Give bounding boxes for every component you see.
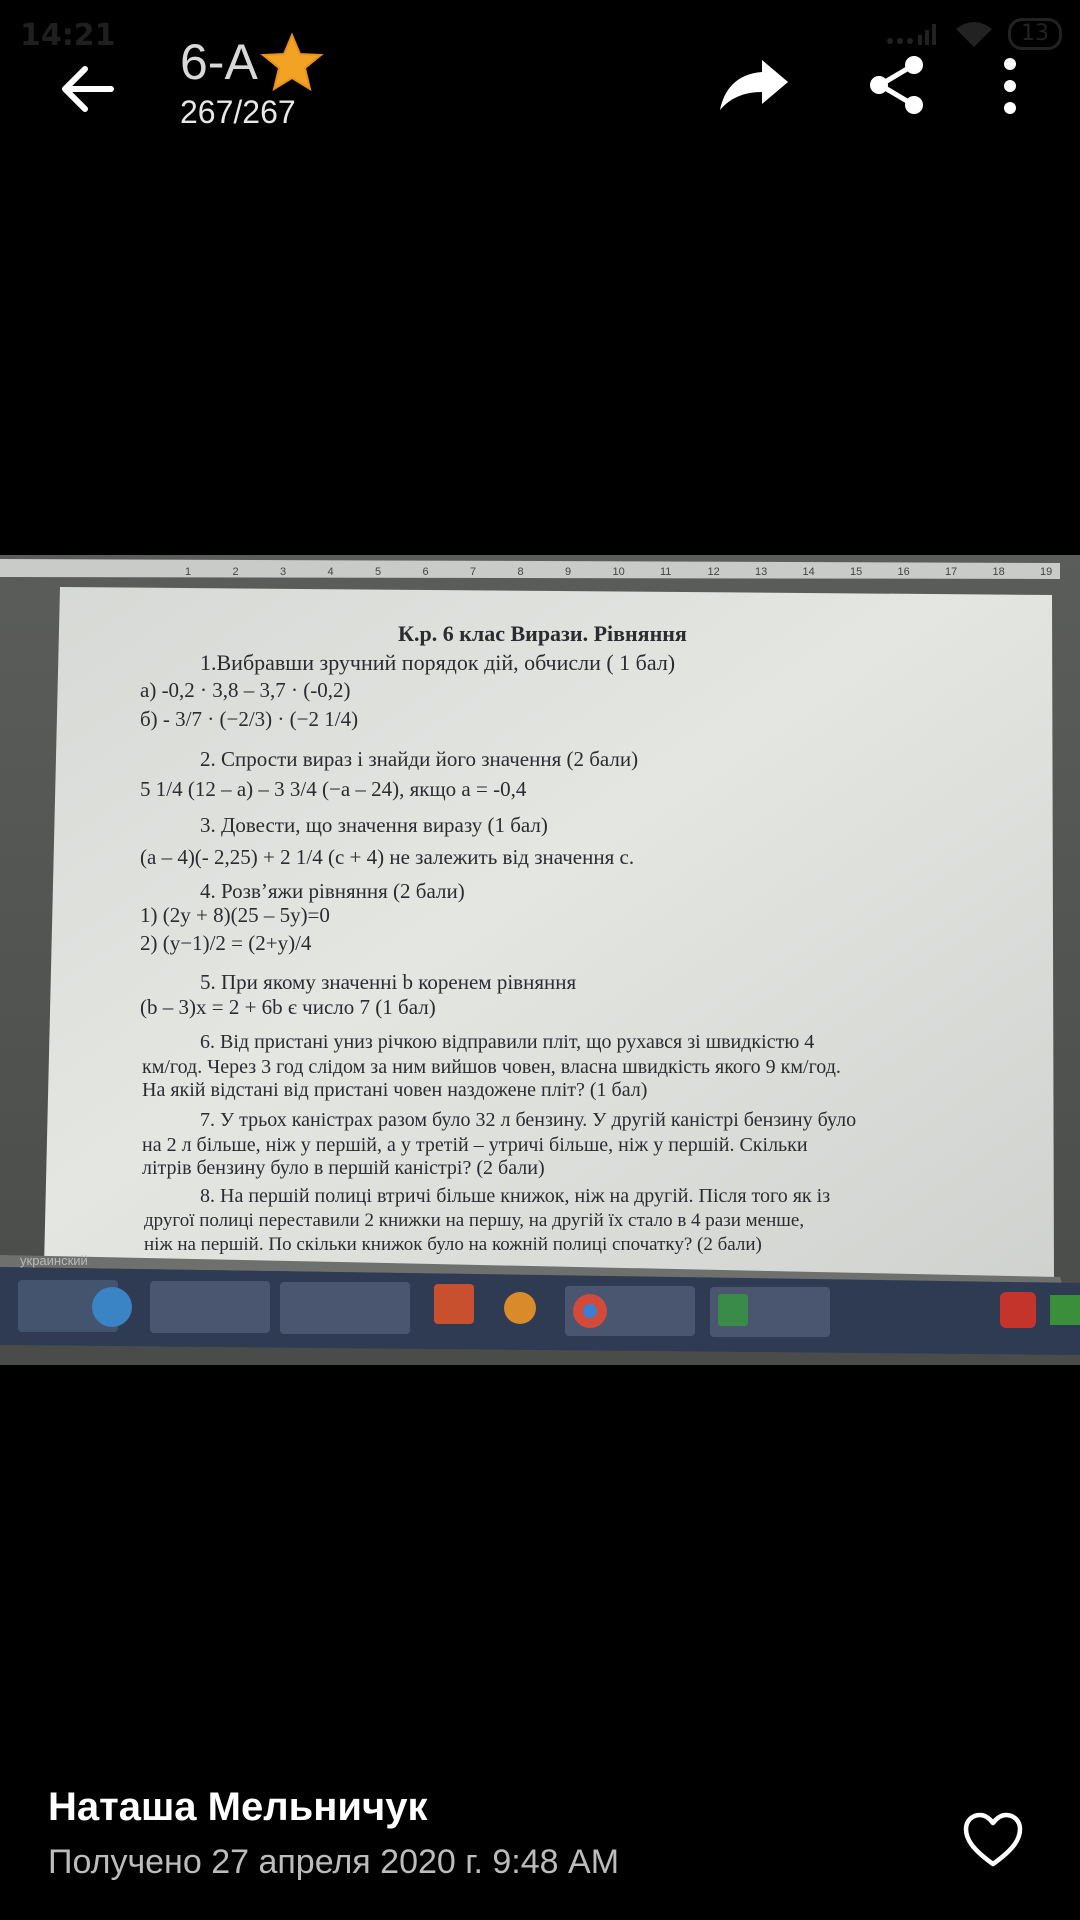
worksheet-document: [0, 555, 1080, 1365]
ruler-number: 11: [660, 566, 672, 578]
ruler-number: 5: [375, 566, 382, 578]
doc-line: ніж на першій. По скільки книжок було на кожній полиці спочатку? (2 бали): [144, 1234, 762, 1255]
doc-line: 7. У трьох каністрах разом було 32 л бензину. У другій каністрі бензину було: [200, 1109, 857, 1131]
doc-line: 5 1/4 (12 – a) – 3 3/4 (−a – 24), якщо a = -0,4: [140, 777, 527, 801]
star-icon: [260, 32, 324, 92]
chat-title-block: [180, 32, 324, 131]
like-button[interactable]: [962, 1811, 1024, 1869]
ruler-number: 4: [327, 566, 334, 578]
more-options-button[interactable]: [1000, 54, 1040, 124]
more-vert-icon: [1000, 54, 1020, 118]
chat-title-row: [180, 32, 324, 92]
ruler-number: 10: [612, 566, 625, 578]
ruler-number: 7: [470, 566, 477, 578]
top-bar: [0, 30, 1080, 150]
back-arrow-icon: [59, 65, 115, 113]
back-button[interactable]: [52, 54, 122, 124]
ruler-number: 14: [802, 566, 815, 578]
ruler-number: 12: [707, 566, 720, 578]
doc-line: 4. Розв’яжи рівняння (2 бали): [200, 879, 465, 903]
doc-line: 1.Вибравши зручний порядок дій, обчисли ( 1 бал): [200, 650, 676, 675]
forward-button[interactable]: [716, 54, 796, 124]
doc-line: на 2 л більше, ніж у першій, а у третій – утричі більше, ніж у першій. Скільки: [142, 1134, 808, 1156]
doc-line: 2. Спрости вираз і знайди його значення (2 бали): [200, 747, 639, 771]
share-icon: [866, 54, 928, 116]
doc-line: На якій відстані від пристані човен наздожене пліт? (1 бал): [142, 1079, 648, 1101]
doc-line: літрів бензину було в першій каністрі? (2 бали): [142, 1157, 545, 1179]
doc-line: 5. При якому значенні b коренем рівняння: [200, 970, 577, 994]
ruler-number: 8: [517, 566, 524, 578]
doc-line: 6. Від пристані униз річкою відправили пліт, що рухався зі швидкістю 4: [200, 1031, 815, 1053]
ruler-number: 15: [850, 566, 863, 578]
ruler-number: 19: [1040, 566, 1053, 578]
doc-line: 3. Довести, що значення виразу (1 бал): [200, 813, 548, 837]
doc-line: другої полиці переставили 2 книжки на першу, на другій їх стало в 4 рази менше,: [144, 1210, 805, 1231]
ruler-number: 2: [232, 566, 239, 578]
ruler-number: 3: [280, 566, 287, 578]
ruler-number: 16: [897, 566, 910, 578]
ruler-number: 1: [185, 566, 192, 578]
doc-line: а) -0,2 · 3,8 – 3,7 · (-0,2): [140, 678, 351, 702]
ruler-number: 9: [565, 566, 572, 578]
sender-name: Наташа Мельничук: [48, 1785, 428, 1829]
heart-outline-icon: [962, 1811, 1024, 1869]
footer: [0, 1765, 1080, 1920]
doc-title: К.р. 6 клас Вирази. Рівняння: [398, 621, 687, 646]
chat-title: 6-А: [180, 34, 258, 90]
ruler-number: 13: [755, 566, 768, 578]
doc-line: б) - 3/7 · (−2/3) · (−2 1/4): [140, 707, 359, 731]
doc-line: (a – 4)(- 2,25) + 2 1/4 (c + 4) не залежить від значення c.: [140, 845, 635, 869]
ruler-number: 18: [992, 566, 1005, 578]
received-date: Получено 27 апреля 2020 г. 9:48 AM: [48, 1843, 620, 1881]
doc-line: (b – 3)x = 2 + 6b є число 7 (1 бал): [140, 995, 436, 1019]
doc-line: 2) (y−1)/2 = (2+y)/4: [140, 931, 312, 955]
ruler-number: 6: [422, 566, 429, 578]
doc-line: 8. На першій полиці втричі більше книжок, ніж на другій. Після того як із: [200, 1185, 831, 1207]
status-time: 14:21: [20, 18, 116, 53]
ruler-number: 17: [945, 566, 958, 578]
doc-line: 1) (2y + 8)(25 – 5y)=0: [140, 903, 330, 927]
forward-icon: [716, 54, 792, 114]
battery-indicator: 13: [1008, 18, 1062, 50]
word-status-language: украинский: [20, 1253, 88, 1268]
doc-line: км/год. Через 3 год слідом за ним вийшов човен, власна швидкість якого 9 км/год.: [142, 1056, 841, 1078]
photo-image[interactable]: [0, 555, 1080, 1365]
image-counter: 267/267: [180, 94, 296, 130]
share-button[interactable]: [866, 54, 936, 124]
